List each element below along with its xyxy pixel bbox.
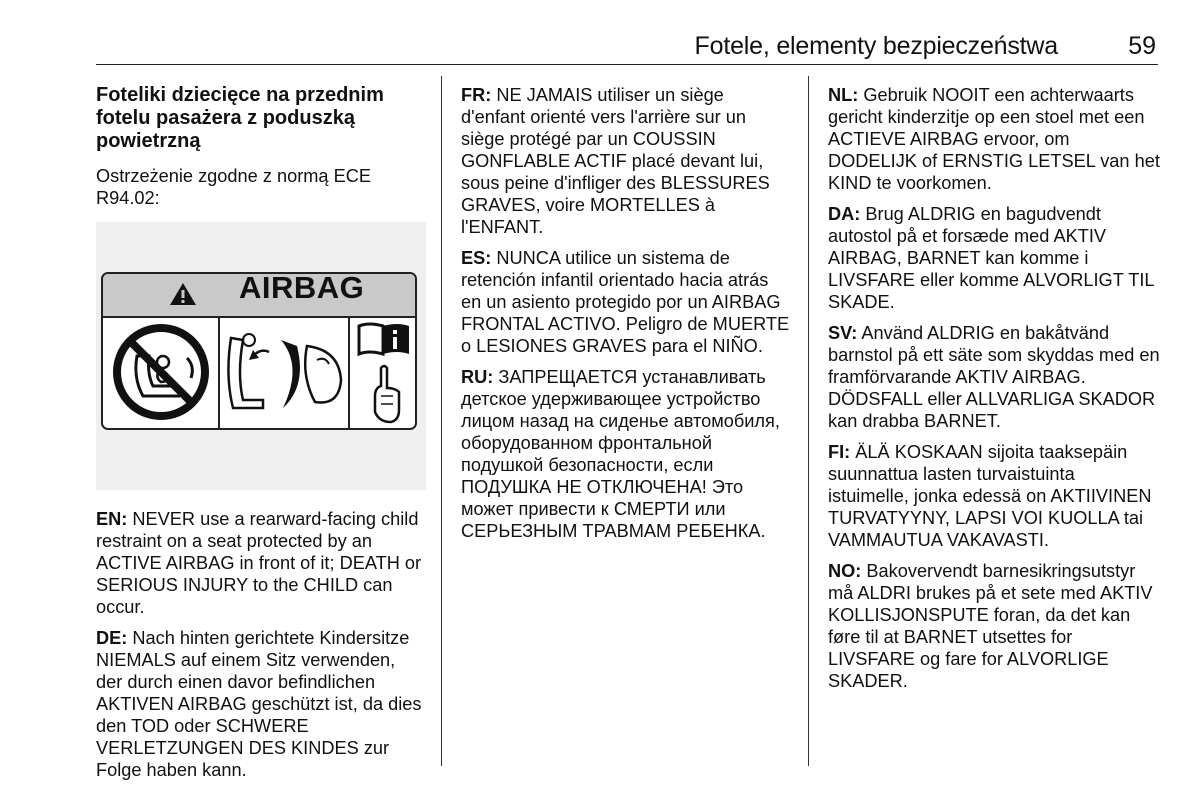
warning-da: DA: Brug ALDRIG en bagudvendt autostol på et forsæde med AKTIV AIRBAG, BARNET kan komme i LIVSFARE eller komme ALVORLIGT TIL SKADE. <box>828 204 1154 312</box>
warning-en: EN: NEVER use a rearward-facing child restraint on a seat protected by an ACTIVE AIRBAG in front of it; DEATH or SERIOUS INJURY to the CHILD can occur. <box>96 509 422 617</box>
warning-nl: NL: Gebruik NOOIT een achterwaarts gericht kinderzitje op een stoel met een ACTIEVE AIRBAG ervoor, om DODELIJK of ERNSTIG LETSEL van het KIND te voorkomen. <box>828 85 1160 193</box>
intro-text: Ostrzeżenie zgodne z normą ECE R94.02: <box>96 166 371 208</box>
label-header <box>103 274 415 318</box>
pointing-hand-icon <box>375 366 399 422</box>
warning-es: ES: NUNCA utilice un sistema de retención infantil orientado hacia atrás en un asiento protegido por un AIRBAG FRONTAL ACTIVO. Peligro de MUERTE o LESIONES GRAVES para el NIÑO. <box>461 248 790 356</box>
column-3 <box>828 84 1160 701</box>
page-number: 59 <box>1128 32 1156 60</box>
warning-triangle-icon <box>169 282 197 306</box>
chapter-title: Fotele, elementy bezpieczeństwa <box>694 32 1058 60</box>
column-2 <box>461 84 791 551</box>
warning-fi: FI: ÄLÄ KOSKAAN sijoita taaksepäin suunnattua lasten turvaistuinta istuimelle, jonka edessä on AKTIIVINEN TURVATYYNY, LAPSI VOI KUOLLA tai VAMMAUTUA VAKAVASTI. <box>828 442 1152 550</box>
label-pictograms <box>103 316 417 430</box>
page-header <box>96 32 1158 65</box>
section-heading: Foteliki dziecięce na przednim fotelu pasażera z poduszką powietrzną <box>96 84 384 152</box>
column-1 <box>96 84 426 790</box>
airbag-deploy-icon <box>228 334 341 408</box>
warning-fr: FR: NE JAMAIS utiliser un siège d'enfant orienté vers l'arrière sur un siège protégé par un COUSSIN GONFLABLE ACTIF placé devant lui, sous peine d'infliger des BLESSURES GRAVES, voire MORTELLES à l'ENFANT. <box>461 85 770 237</box>
airbag-warning-figure <box>96 222 426 490</box>
warning-de: DE: Nach hinten gerichtete Kindersitze NIEMALS auf einem Sitz verwenden, der durch einen davor befindlichen AKTIVEN AIRBAG geschützt ist, da dies den TOD oder SCHWERE VERLETZUNGEN DES KINDES zur Folge haben kann. <box>96 628 422 780</box>
warning-ru: RU: ЗАПРЕЩАЕТСЯ устанавливать детское удерживающее устройство лицом назад на сиденье автомобиля, оборудованном фронтальной подушкой безопасности, если ПОДУШКА НЕ ОТКЛЮЧЕНА! Это может привести к СМЕРТИ или СЕРЬЕЗНЫМ ТРАВМАМ РЕБЕНКА. <box>461 367 780 541</box>
no-rear-facing-child-seat-icon <box>117 328 205 416</box>
manual-book-icon <box>359 324 409 354</box>
warning-no: NO: Bakovervendt barnesikringsutstyr må ALDRI brukes på et sete med AKTIV KOLLISJONSPUTE foran, da det kan føre til at BARNET utsettes for LIVSFARE og fare for ALVORLIGE SKADER. <box>828 561 1153 691</box>
column-divider <box>808 76 809 766</box>
airbag-label-text: AIRBAG <box>239 272 365 305</box>
warning-sv: SV: Använd ALDRIG en bakåtvänd barnstol på ett säte som skyddas med en framförvarande AKTIV AIRBAG. DÖDSFALL eller ALLVARLIGA SKADOR kan drabba BARNET. <box>828 323 1160 431</box>
column-divider <box>441 76 442 766</box>
airbag-warning-label <box>101 272 417 430</box>
